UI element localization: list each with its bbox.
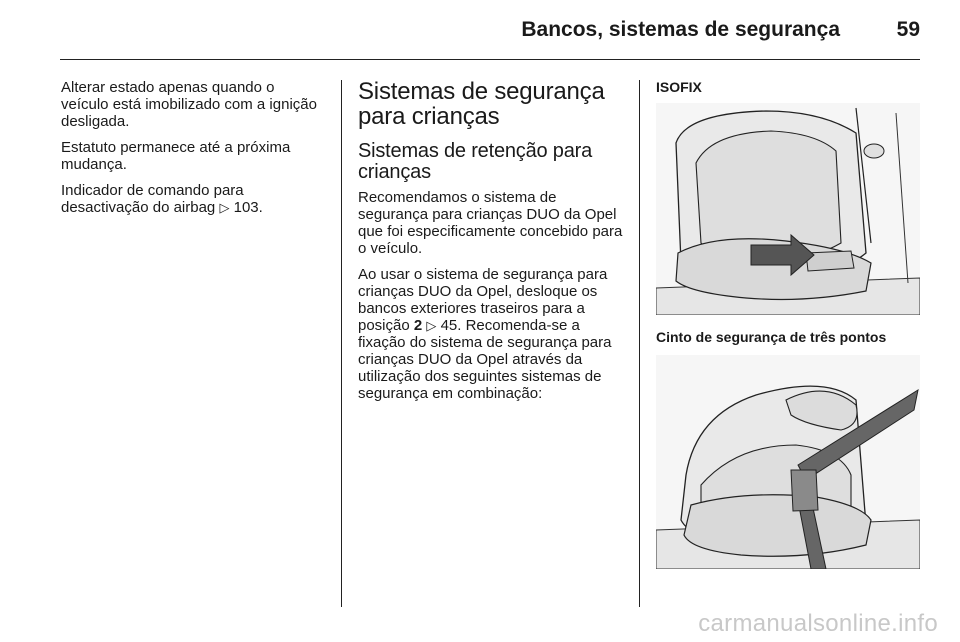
isofix-seat-illustration	[656, 103, 920, 315]
page-number: 59	[896, 18, 920, 41]
figure-caption-three-point-belt: Cinto de segurança de três pontos	[656, 329, 887, 345]
column-right	[656, 79, 920, 569]
usage-text-a: Ao usar o sistema de segurança para crianças DUO da Opel, desloque os bancos exteriores traseiros para a posição	[358, 266, 608, 334]
column-left	[61, 79, 323, 225]
seat-page-ref[interactable]: 45.	[440, 317, 462, 334]
paragraph-airbag-indicator	[61, 182, 323, 216]
seat-position-number: 2	[413, 317, 423, 334]
section-heading: Sistemas de segurança para crianças	[358, 78, 605, 130]
watermark: carmanualsonline.info	[698, 610, 938, 637]
three-point-belt-seat-illustration	[656, 355, 920, 569]
section-subheading: Sistemas de retenção para crianças	[358, 140, 593, 183]
crossref-arrow-icon: ▷	[426, 318, 437, 333]
paragraph-status-persist: Estatuto permanece até a próxima mudança.	[61, 139, 291, 173]
airbag-page-ref[interactable]: 103.	[233, 199, 263, 216]
paragraph-usage	[358, 266, 624, 402]
header-rule	[60, 59, 920, 60]
column-divider-1	[341, 80, 342, 607]
figure-caption-isofix: ISOFIX	[656, 79, 702, 95]
airbag-indicator-text: Indicador de comando para desactivação do airbag	[61, 182, 244, 216]
usage-text-b: Recomenda-se a fixação do sistema de segurança para crianças DUO da Opel através da utilização dos seguintes sistemas de segurança em combinação:	[358, 317, 612, 402]
column-divider-2	[639, 80, 640, 607]
paragraph-status-change: Alterar estado apenas quando o veículo está imobilizado com a ignição desligada.	[61, 79, 317, 130]
column-middle	[358, 79, 624, 411]
crossref-arrow-icon: ▷	[219, 200, 230, 215]
paragraph-recommendation: Recomendamos o sistema de segurança para crianças DUO da Opel que foi especificamente concebido para o veículo.	[358, 189, 623, 257]
header-title: Bancos, sistemas de segurança	[521, 18, 840, 41]
